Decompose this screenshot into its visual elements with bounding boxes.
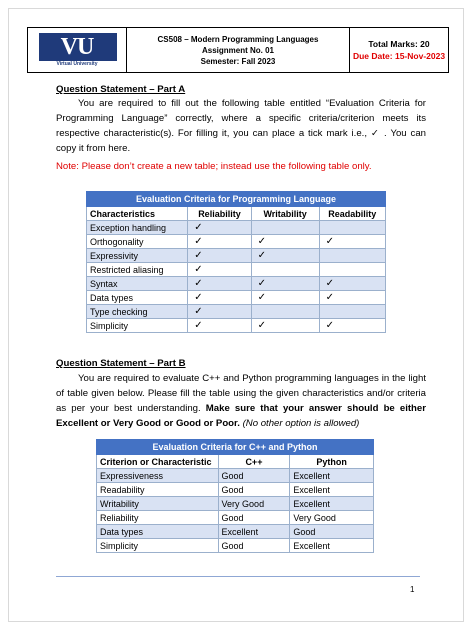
table-cell: Good bbox=[218, 483, 290, 497]
part-b-text: You are required to evaluate C++ and Python programming languages in the light of table given below. Please fill the table using the given characteristics and/or criteria as per your best understanding. bbox=[56, 373, 426, 414]
table-title-row bbox=[87, 192, 386, 207]
part-b-heading: Question Statement – Part B bbox=[56, 358, 186, 369]
table-cell: Very Good bbox=[218, 497, 290, 511]
row-label: Expressivity bbox=[87, 249, 188, 263]
table-cell bbox=[251, 263, 319, 277]
table-cell: Good bbox=[218, 469, 290, 483]
row-label: Readability bbox=[97, 483, 219, 497]
table-row bbox=[87, 319, 386, 333]
table-cell: Good bbox=[218, 539, 290, 553]
due-date: Due Date: 15-Nov-2023 bbox=[352, 51, 446, 61]
table-cell: Good bbox=[290, 525, 374, 539]
row-label: Type checking bbox=[87, 305, 188, 319]
assignment-number: Assignment No. 01 bbox=[201, 45, 274, 55]
row-label: Data types bbox=[97, 525, 219, 539]
table-cell: ✓ bbox=[251, 249, 319, 263]
row-label: Syntax bbox=[87, 277, 188, 291]
table-cell: Good bbox=[218, 511, 290, 525]
row-label: Writability bbox=[97, 497, 219, 511]
criteria-table bbox=[86, 191, 386, 333]
table-title-row bbox=[97, 440, 374, 455]
table-row bbox=[97, 511, 374, 525]
row-label: Orthogonality bbox=[87, 235, 188, 249]
table-cell bbox=[319, 263, 385, 277]
row-label: Expressiveness bbox=[97, 469, 219, 483]
table-cell bbox=[319, 249, 385, 263]
column-header: Characteristics bbox=[87, 206, 188, 221]
table-cell: ✓ bbox=[188, 291, 251, 305]
table-cell: ✓ bbox=[188, 263, 251, 277]
table-cell: ✓ bbox=[188, 235, 251, 249]
table-cell bbox=[319, 221, 385, 235]
column-header: C++ bbox=[218, 454, 290, 469]
table-title: Evaluation Criteria for C++ and Python bbox=[97, 440, 374, 455]
table-cell: ✓ bbox=[251, 319, 319, 333]
part-a-note: Note: Please don’t create a new table; instead use the following table only. bbox=[56, 161, 372, 172]
table-cell: ✓ bbox=[188, 319, 251, 333]
table-cell: ✓ bbox=[251, 277, 319, 291]
course-title: CS508 – Modern Programming Languages bbox=[157, 34, 319, 44]
document-header bbox=[27, 27, 449, 73]
table-cell: ✓ bbox=[319, 319, 385, 333]
part-b-italic-text: (No other option is allowed) bbox=[242, 418, 360, 429]
part-b-paragraph bbox=[56, 371, 426, 431]
semester: Semester: Fall 2023 bbox=[200, 56, 276, 66]
table-cell: ✓ bbox=[319, 277, 385, 291]
marks-info bbox=[350, 28, 448, 72]
part-b-bold-text: Make sure that your answer should be either Excellent or Very Good or Good or Poor. bbox=[56, 403, 426, 429]
table-row bbox=[87, 277, 386, 291]
table-cell: Excellent bbox=[218, 525, 290, 539]
table-row bbox=[97, 539, 374, 553]
table-row bbox=[97, 483, 374, 497]
table-row bbox=[87, 305, 386, 319]
row-label: Simplicity bbox=[87, 319, 188, 333]
logo-text: VU bbox=[60, 34, 94, 60]
table-cell: ✓ bbox=[188, 305, 251, 319]
column-header: Readability bbox=[319, 206, 385, 221]
table-cell: Very Good bbox=[290, 511, 374, 525]
row-label: Exception handling bbox=[87, 221, 188, 235]
total-marks: Total Marks: 20 bbox=[368, 39, 430, 49]
table-row bbox=[87, 249, 386, 263]
row-label: Simplicity bbox=[97, 539, 219, 553]
table-cell: Excellent bbox=[290, 539, 374, 553]
table-cell: Excellent bbox=[290, 497, 374, 511]
column-header: Reliability bbox=[188, 206, 251, 221]
table-cell: ✓ bbox=[188, 221, 251, 235]
row-label: Restricted aliasing bbox=[87, 263, 188, 277]
table-cell: Excellent bbox=[290, 483, 374, 497]
table-row bbox=[97, 469, 374, 483]
table-cell: ✓ bbox=[188, 249, 251, 263]
table-cell: ✓ bbox=[188, 277, 251, 291]
table-title: Evaluation Criteria for Programming Language bbox=[87, 192, 386, 207]
row-label: Data types bbox=[87, 291, 188, 305]
page-number: 1 bbox=[410, 585, 415, 594]
table-row bbox=[87, 291, 386, 305]
column-header: Writability bbox=[251, 206, 319, 221]
table-cell: ✓ bbox=[319, 235, 385, 249]
table-row bbox=[97, 497, 374, 511]
table-row bbox=[87, 235, 386, 249]
table-cell: ✓ bbox=[251, 235, 319, 249]
university-logo bbox=[35, 31, 119, 69]
logo-cell bbox=[28, 28, 127, 72]
table-row bbox=[97, 525, 374, 539]
part-a-heading: Question Statement – Part A bbox=[56, 84, 186, 95]
table-cell: ✓ bbox=[319, 291, 385, 305]
table-cell bbox=[319, 305, 385, 319]
table-header-row bbox=[87, 206, 386, 221]
table-cell bbox=[251, 305, 319, 319]
column-header: Python bbox=[290, 454, 374, 469]
table-header-row bbox=[97, 454, 374, 469]
part-a-paragraph: You are required to fill out the following table entitled “Evaluation Criteria for Programming Language” correctly, where a specific criteria/criterion meets its respective characteristic(s). For filling it, you can place a tick mark i.e., ✓ . You can copy it from here. bbox=[56, 98, 426, 154]
language-table bbox=[96, 439, 374, 553]
table-row bbox=[87, 221, 386, 235]
footer-line bbox=[56, 576, 420, 577]
table-cell bbox=[251, 221, 319, 235]
row-label: Reliability bbox=[97, 511, 219, 525]
table-cell: Excellent bbox=[290, 469, 374, 483]
course-info bbox=[127, 28, 350, 72]
table-row bbox=[87, 263, 386, 277]
logo-subtitle: Virtual University bbox=[56, 61, 98, 67]
table-cell: ✓ bbox=[251, 291, 319, 305]
column-header: Criterion or Characteristic bbox=[97, 454, 219, 469]
